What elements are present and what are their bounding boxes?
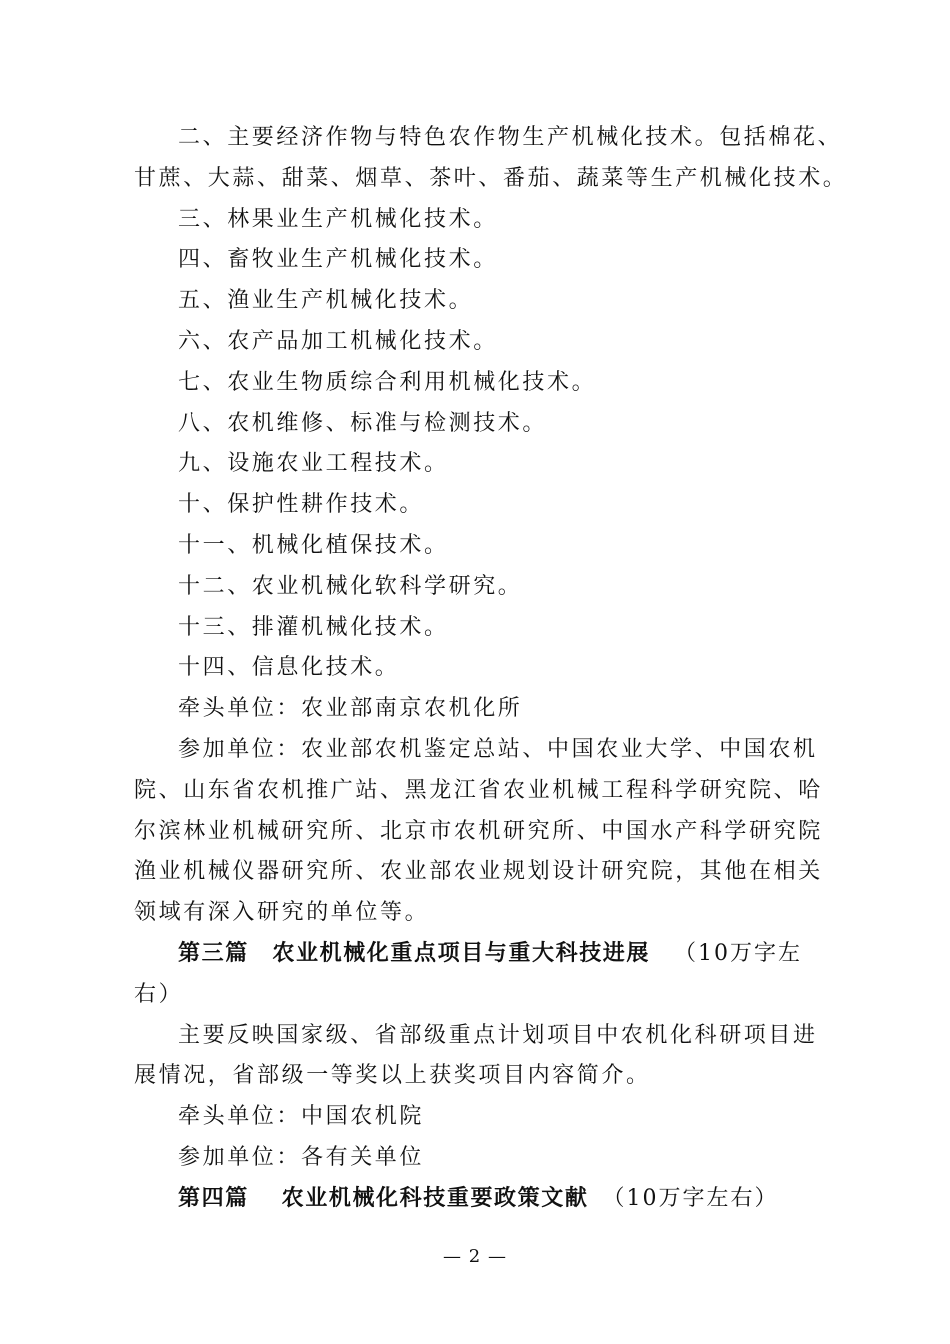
list-item: 八、农机维修、标准与检测技术。 bbox=[178, 410, 548, 436]
list-item: 十四、信息化技术。 bbox=[178, 655, 400, 681]
list-item: 十一、机械化植保技术。 bbox=[178, 532, 449, 558]
lead-unit: 牵头单位：农业部南京农机化所 bbox=[178, 696, 523, 722]
lead-unit: 牵头单位：中国农机院 bbox=[178, 1104, 425, 1130]
document-page bbox=[134, 118, 848, 1220]
paragraph-line: 主要反映国家级、省部级重点计划项目中农机化科研项目进 bbox=[178, 1022, 818, 1048]
section-title: 第三篇 农业机械化重点项目与重大科技进展 bbox=[178, 940, 651, 966]
section-note: （10万字左右） bbox=[602, 1185, 779, 1211]
section-title: 第四篇 农业机械化科技重要政策文献 bbox=[178, 1185, 589, 1211]
list-item: 十、保护性耕作技术。 bbox=[178, 492, 425, 518]
section-heading-3 bbox=[134, 934, 824, 975]
list-item: 五、渔业生产机械化技术。 bbox=[178, 288, 474, 314]
paragraph-line: 院、山东省农机推广站、黑龙江省农业机械工程科学研究院、哈 bbox=[134, 777, 823, 803]
paragraph-line: 渔业机械仪器研究所、农业部农业规划设计研究院，其他在相关 bbox=[134, 859, 823, 885]
section-note-continued: 右） bbox=[134, 981, 184, 1007]
participating-units: 参加单位：农业部农机鉴定总站、中国农业大学、中国农机 bbox=[178, 736, 818, 762]
list-item: 三、林果业生产机械化技术。 bbox=[178, 206, 498, 232]
list-item: 七、农业生物质综合利用机械化技术。 bbox=[178, 369, 597, 395]
list-item: 十三、排灌机械化技术。 bbox=[178, 614, 449, 640]
section-note: （10万字左 bbox=[674, 940, 803, 966]
section-heading-4 bbox=[134, 1179, 824, 1220]
list-item: 九、设施农业工程技术。 bbox=[178, 451, 449, 477]
list-item: 四、畜牧业生产机械化技术。 bbox=[178, 247, 498, 273]
page-number: — 2 — bbox=[443, 1246, 507, 1267]
paragraph-line: 尔滨林业机械研究所、北京市农机研究所、中国水产科学研究院 bbox=[134, 818, 823, 844]
list-item: 十二、农业机械化软科学研究。 bbox=[178, 573, 523, 599]
paragraph-line: 甘蔗、大蒜、甜菜、烟草、茶叶、番茄、蔬菜等生产机械化技术。 bbox=[134, 165, 848, 191]
paragraph-line: 展情况，省部级一等奖以上获奖项目内容简介。 bbox=[134, 1063, 651, 1089]
list-item: 六、农产品加工机械化技术。 bbox=[178, 328, 498, 354]
paragraph-line: 领域有深入研究的单位等。 bbox=[134, 900, 430, 926]
participating-units: 参加单位：各有关单位 bbox=[178, 1144, 425, 1170]
paragraph-line: 二、主要经济作物与特色农作物生产机械化技术。包括棉花、 bbox=[178, 125, 843, 150]
